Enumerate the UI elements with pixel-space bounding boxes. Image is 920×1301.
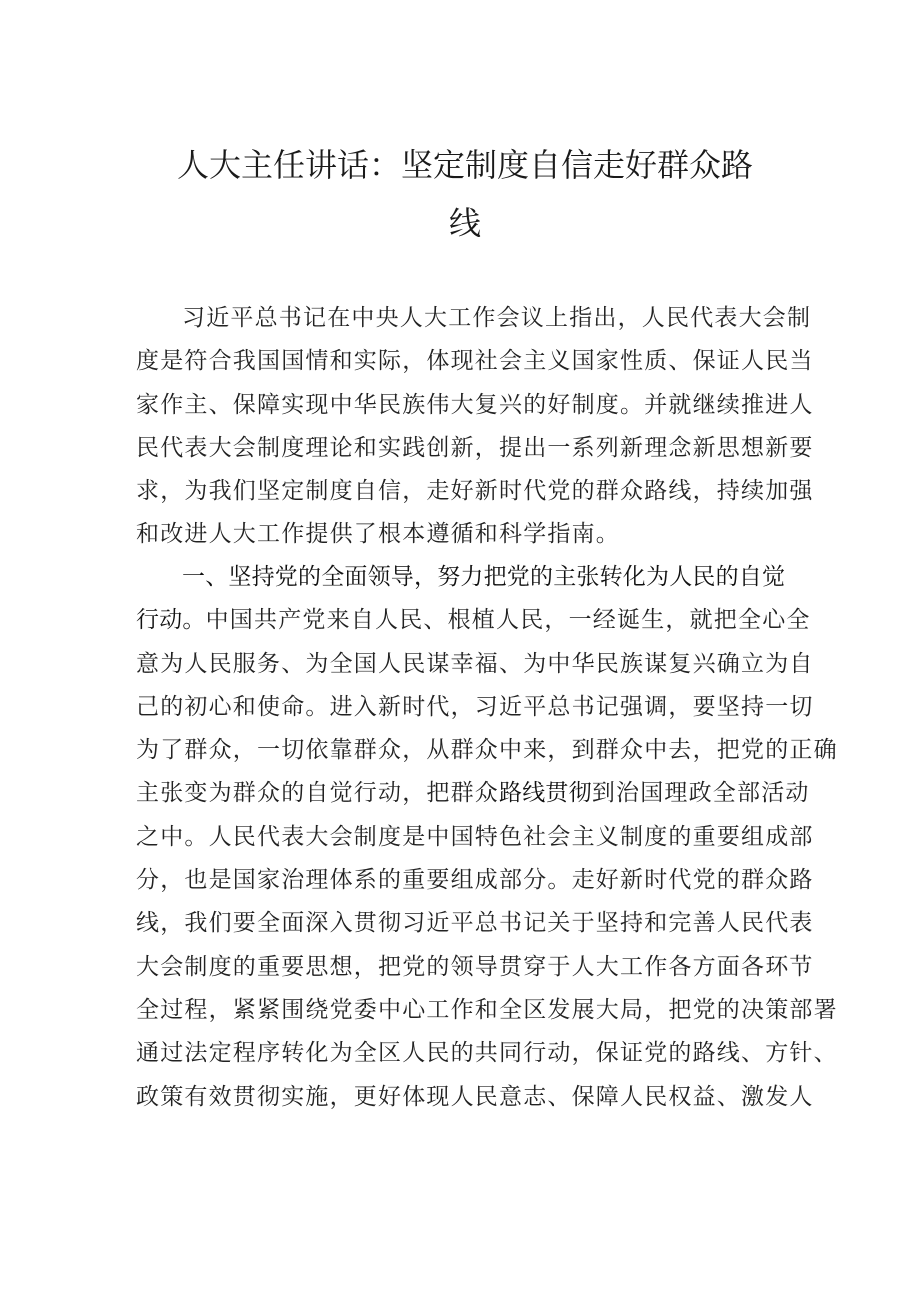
emphasized-phrase: 路线贯彻 [499,780,592,807]
paragraph-line: 意为人民服务、为全国人民谋幸福、为中华民族谋复兴确立为自 [136,650,814,677]
document-title [140,136,790,252]
paragraph-line: 民代表大会制度理论和实践创新，提出一系列新理念新思想新要 [136,434,814,461]
paragraph-line: 习近平总书记在中央人大工作会议上指出，人民代表大会制 [182,305,812,331]
intro-paragraph [136,297,814,557]
paragraph-line: 和改进人大工作提供了根本遵循和科学指南。 [136,521,620,548]
paragraph-line [136,599,811,642]
paragraph-line: 家作主、保障实现中华民族伟大复兴的好制度。并就继续推进人 [136,391,814,418]
paragraph-line: 己的初心和使命。进入新时代，习近平总书记强调，要坚持一切 [136,693,814,720]
section-1-paragraph [136,556,838,1119]
paragraph-line: 求，为我们坚定制度自信，走好新时代党的群众路线，持续加强 [136,478,814,505]
paragraph-line: 通过法定程序转化为全区人民的共同行动，保证党的路线、方针、 [136,1040,838,1067]
paragraph-line-text: 主张变为群众的自觉行动，把群众 [136,780,499,807]
paragraph-line-text: 到治国理政全部活动 [591,780,810,807]
title-line-2: 线 [448,204,481,242]
section-1-heading-end: 行动。 [136,607,206,634]
paragraph-line: 分，也是国家治理体系的重要组成部分。走好新时代党的群众路 [136,867,814,894]
paragraph-line-text: 中国共产党来自人民、根植人民，一经诞生，就把全心全 [205,607,811,634]
paragraph-line: 之中。人民代表大会制度是中国特色社会主义制度的重要组成部 [136,823,814,850]
paragraph-line [136,772,810,815]
paragraph-line: 大会制度的重要思想，把党的领导贯穿于人大工作各方面各环节 [136,953,814,980]
paragraph-line: 政策有效贯彻实施，更好体现人民意志、保障人民权益、激发人 [136,1083,814,1110]
paragraph-line: 全过程，紧紧围绕党委中心工作和全区发展大局，把党的决策部署 [136,996,838,1023]
title-line-1: 人大主任讲话：坚定制度自信走好群众路 [176,146,753,184]
section-1-heading: 一、坚持党的全面领导，努力把党的主张转化为人民的自觉 [182,564,786,590]
paragraph-line: 度是符合我国国情和实际，体现社会主义国家性质、保证人民当 [136,348,814,375]
paragraph-line: 为了群众，一切依靠群众，从群众中来，到群众中去，把党的正确 [136,737,838,764]
paragraph-line: 线，我们要全面深入贯彻习近平总书记关于坚持和完善人民代表 [136,910,814,937]
